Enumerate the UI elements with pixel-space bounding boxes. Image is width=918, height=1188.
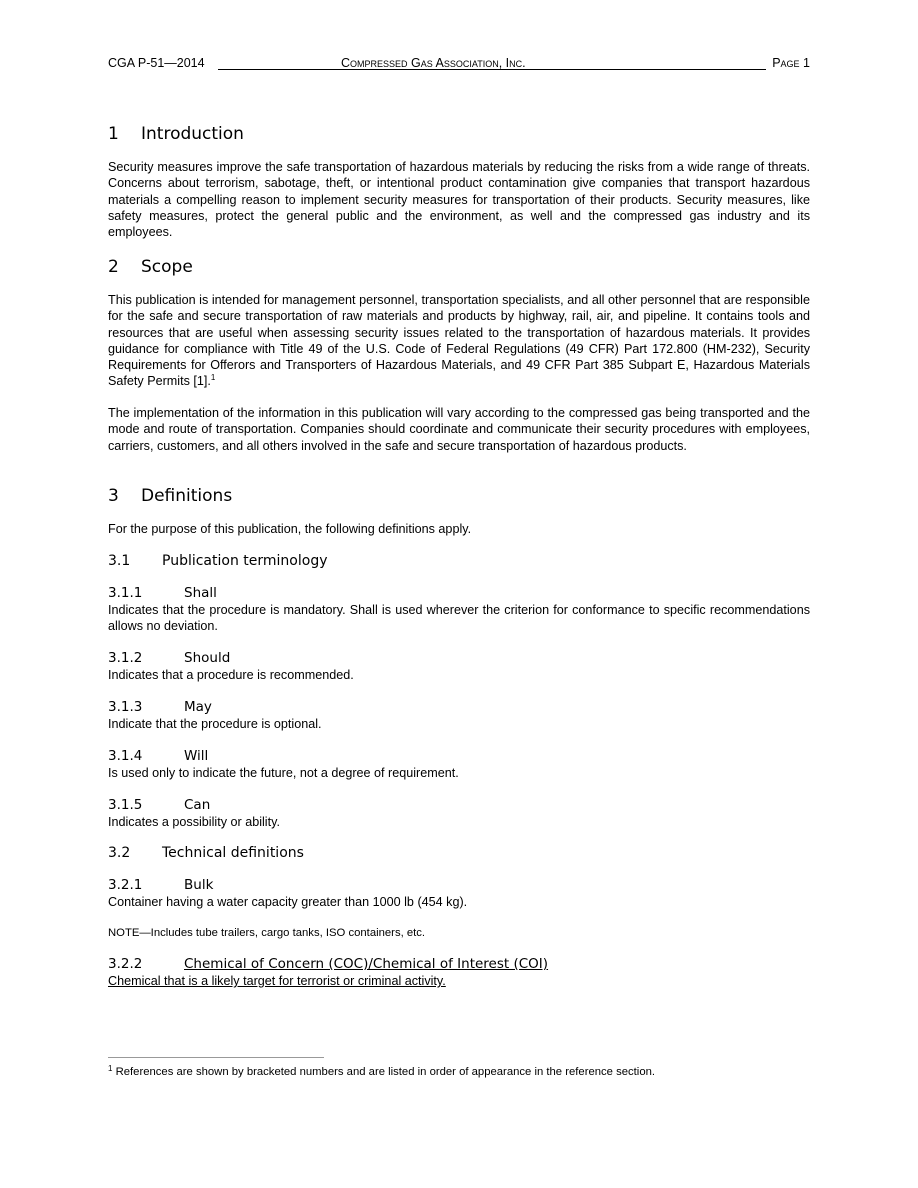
page-header — [108, 55, 810, 71]
header-org: Compressed Gas Association, Inc. — [341, 56, 526, 70]
term-definition-coc: Chemical that is a likely target for terrorist or criminal activity. — [108, 974, 446, 988]
scope-paragraph-1: This publication is intended for management personnel, transportation specialists, and all other personnel that are responsible for the safe and secure transportation of raw materials and products by highway, rail, air, and pipeline. It contains tools and resources that are useful when assessing security issues related to the transportation of hazardous materials. It provides guidance for compliance with Title 49 of the U.S. Code of Federal Regulations (49 CFR) Part 172.800 (HM-232), Security Requirements for Offerors and Transporters of Hazardous Materials, and 49 CFR Part 385 Subpart E, Hazardous Materials Safety Permits [1].$^1$ — [108, 293, 810, 389]
term-heading-coc: 3.2.2 Chemical of Concern (COC)/Chemical of Interest (COI) — [108, 956, 549, 972]
term-heading-may: 3.1.3 May — [108, 699, 212, 715]
scope-paragraph-2: The implementation of the information in this publication will vary according to the compressed gas being transported and the mode and route of transportation. Companies should coordinate and communicate their security procedures with employees, carriers, customers, and all others involved in the safe and secure transportation of hazardous products. — [108, 406, 810, 453]
term-definition-may: Indicate that the procedure is optional. — [108, 717, 322, 731]
heading-scope: 2 Scope — [108, 257, 193, 277]
header-doc-id: CGA P-51—2014 — [108, 56, 205, 70]
term-definition-can: Indicates a possibility or ability. — [108, 815, 280, 829]
term-definition-shall: Indicates that the procedure is mandatory. Shall is used wherever the criterion for conformance to specific recommendations allows no deviation. — [108, 603, 810, 634]
heading-definitions: 3 Definitions — [108, 486, 233, 506]
footnote-ref[interactable]: 1 — [210, 373, 216, 383]
header-page-number: Page 1 — [772, 56, 810, 70]
term-heading-will: 3.1.4 Will — [108, 748, 209, 764]
footnote-separator — [108, 1057, 324, 1058]
term-definition-bulk: Container having a water capacity greater than 1000 lb (454 kg). — [108, 895, 468, 909]
term-definition-should: Indicates that a procedure is recommended. — [108, 668, 354, 682]
definitions-intro: For the purpose of this publication, the following definitions apply. — [108, 522, 472, 536]
heading-introduction: 1 Introduction — [108, 124, 244, 144]
term-heading-can: 3.1.5 Can — [108, 797, 211, 813]
bulk-note: NOTE—Includes tube trailers, cargo tanks, ISO containers, etc. — [108, 927, 426, 939]
term-definition-will: Is used only to indicate the future, not a degree of requirement. — [108, 766, 459, 780]
term-heading-bulk: 3.2.1 Bulk — [108, 877, 214, 893]
intro-paragraph: Security measures improve the safe transportation of hazardous materials by reducing the risks from a wide range of threats. Concerns about terrorism, sabotage, theft, or intentional product contamination give companies that transport hazardous materials a compelling reason to implement security measures for transportation of their products. Security measures, like safety measures, protect the general public and the environment, as well and the compressed gas industry and its employees. — [108, 160, 810, 240]
heading-publication-terminology: 3.1 Publication terminology — [108, 553, 328, 569]
heading-technical-definitions: 3.2 Technical definitions — [108, 845, 304, 861]
footnote: $^1$ References are shown by bracketed numbers and are listed in order of appearance in the reference section. — [108, 1064, 656, 1078]
term-heading-should: 3.1.2 Should — [108, 650, 231, 666]
term-heading-shall: 3.1.1 Shall — [108, 585, 217, 601]
